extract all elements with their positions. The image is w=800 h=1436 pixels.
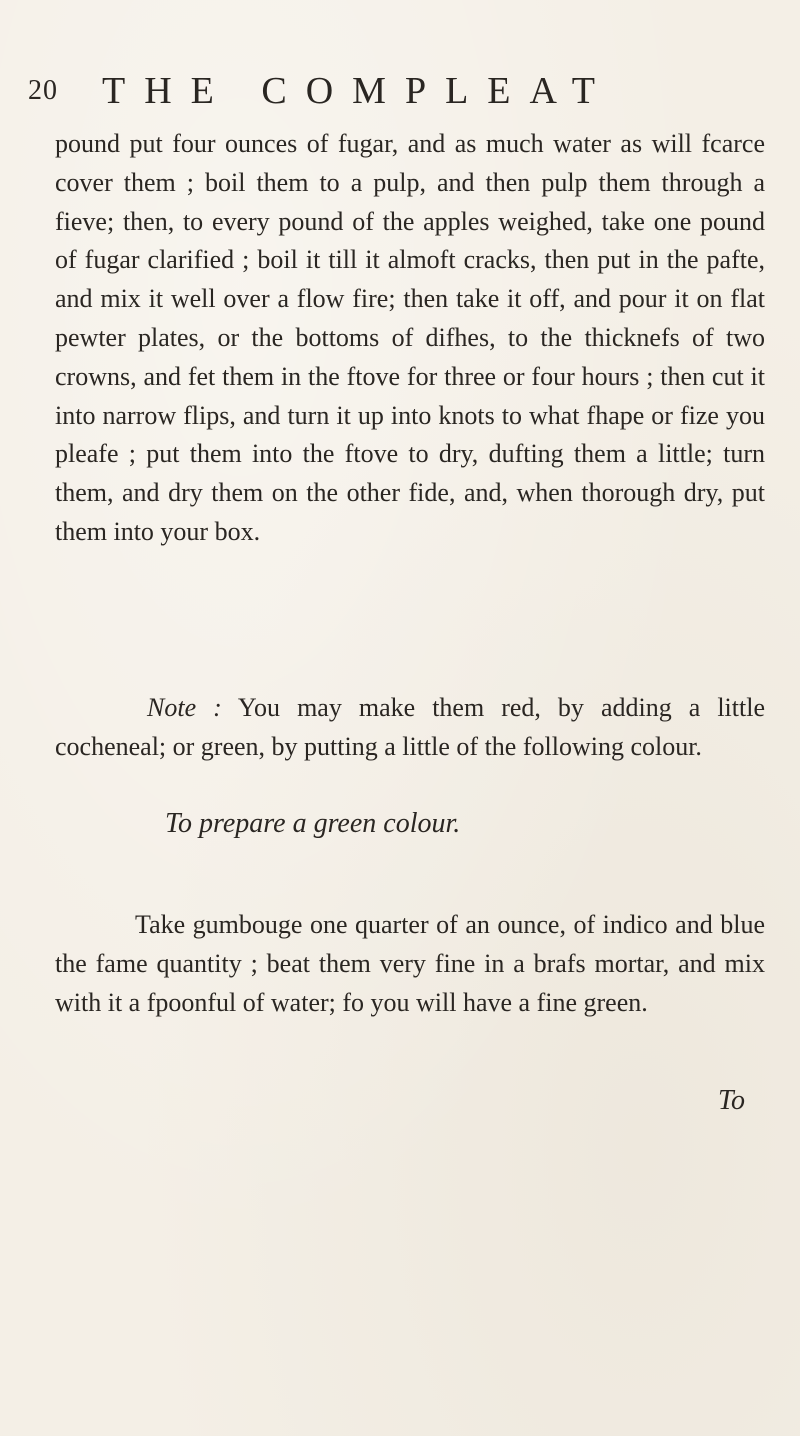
catchword: To — [717, 1085, 745, 1116]
running-title: THE COMPLEAT — [102, 70, 614, 112]
green-colour-paragraph: Take gumbouge one quarter of an ounce, of indico and blue the fame quantity ; beat them very fine in a brafs mortar, and mix with it a fpoonful of water; fo you will have a fine green. — [55, 910, 765, 1017]
page-number: 20 — [28, 75, 58, 106]
section-heading: To prepare a green colour. — [165, 808, 461, 839]
note-text: You may make them red, by adding a little cocheneal; or green, by putting a little of the following colour. — [55, 693, 765, 761]
body-text — [55, 125, 765, 552]
note-label: Note : — [147, 693, 222, 722]
running-head — [28, 66, 668, 116]
note-paragraph — [55, 688, 765, 766]
recipe-paragraph: pound put four ounces of fugar, and as much water as will fcarce cover them ; boil them to a pulp, and then pulp them through a fieve; then, to every pound of the apples weighed, take one pound of fugar clarified ; boil it till it almoft cracks, then put in the pafte, and mix it well over a flow fire; then take it off, and pour it on flat pewter plates, or the bottoms of difhes, to the thicknefs of two crowns, and fet them in the ftove for three or four hours ; then cut it into narrow flips, and turn it up into knots to what fhape or fize you pleafe ; put them into the ftove to dry, dufting them a little; turn them, and dry them on the other fide, and, when thorough dry, put them into your box. — [55, 129, 765, 546]
